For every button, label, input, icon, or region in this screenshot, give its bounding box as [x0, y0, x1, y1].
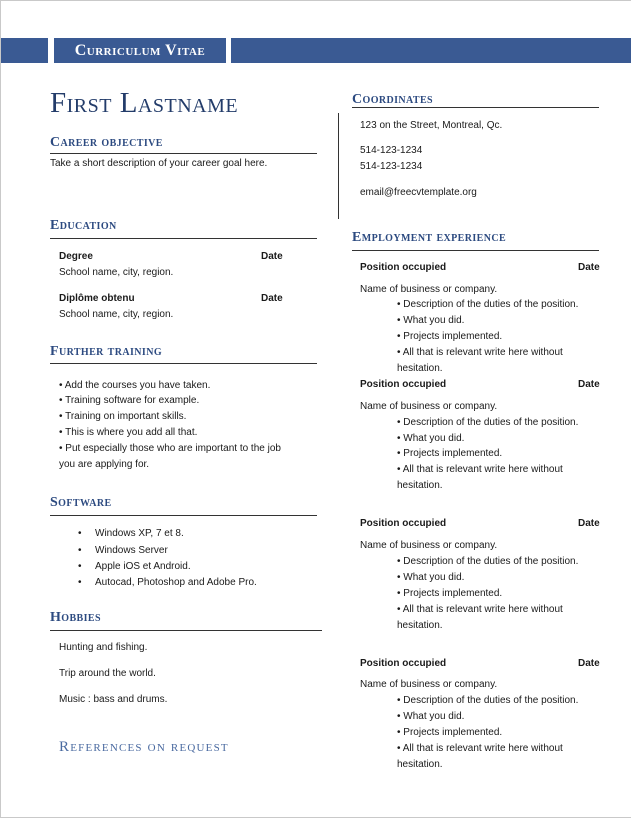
software-title: Software [50, 495, 112, 510]
career-rule [50, 153, 317, 154]
bullet-icon: • [78, 577, 82, 588]
coordinates-title: Coordinates [352, 92, 434, 107]
job-bullet: • Description of the duties of the position. [397, 417, 579, 428]
email-text: email@freecvtemplate.org [360, 187, 477, 198]
job-bullet: • Projects implemented. [397, 448, 503, 459]
job-bullet: • All that is relevant write here without [397, 743, 563, 754]
training-item: • Put especially those who are important to the job [59, 443, 281, 454]
education-degree: Degree [59, 251, 93, 262]
person-name: First Lastname [50, 87, 239, 119]
job-bullet-cont: hesitation. [397, 759, 443, 770]
bullet-icon: • [78, 545, 82, 556]
phone-text: 514-123-1234 [360, 145, 423, 156]
training-item: • Add the courses you have taken. [59, 380, 211, 391]
training-item: • Training software for example. [59, 395, 200, 406]
training-rule [50, 363, 317, 364]
job-bullet: • Projects implemented. [397, 727, 503, 738]
hobbies-title: Hobbies [50, 610, 101, 625]
training-item: • This is where you add all that. [59, 427, 198, 438]
column-divider [338, 113, 339, 219]
job-bullet: • What you did. [397, 315, 465, 326]
career-title: Career objective [50, 135, 163, 150]
software-item: Windows XP, 7 et 8. [95, 528, 184, 539]
coordinates-rule [352, 107, 599, 108]
job-bullet: • All that is relevant write here without [397, 604, 563, 615]
employment-rule [352, 250, 599, 251]
education-school: School name, city, region. [59, 267, 174, 278]
software-rule [50, 515, 317, 516]
employment-title: Employment experience [352, 230, 507, 245]
training-item: you are applying for. [59, 459, 150, 470]
bullet-icon: • [78, 561, 82, 572]
header-title: Curriculum Vitae [74, 41, 206, 59]
job-company: Name of business or company. [360, 679, 498, 690]
job-position: Position occupied [360, 379, 447, 390]
job-bullet: • All that is relevant write here without [397, 347, 563, 358]
job-bullet: • Projects implemented. [397, 331, 503, 342]
education-school: School name, city, region. [59, 309, 174, 320]
job-bullet-cont: hesitation. [397, 363, 443, 374]
header-title-box [54, 38, 226, 63]
hobbies-rule [50, 630, 322, 631]
job-bullet: • Description of the duties of the position. [397, 299, 579, 310]
bullet-icon: • [78, 528, 82, 539]
education-rule [50, 238, 317, 239]
education-date: Date [261, 293, 283, 304]
software-item: Windows Server [95, 545, 168, 556]
hobby-item: Trip around the world. [59, 668, 156, 679]
job-position: Position occupied [360, 518, 447, 529]
education-title: Education [50, 218, 117, 233]
header-bar-right [231, 38, 631, 63]
header-bar-left [1, 38, 48, 63]
job-bullet-cont: hesitation. [397, 620, 443, 631]
training-item: • Training on important skills. [59, 411, 187, 422]
job-position: Position occupied [360, 658, 447, 669]
job-bullet-cont: hesitation. [397, 480, 443, 491]
job-date: Date [578, 379, 600, 390]
address-text: 123 on the Street, Montreal, Qc. [360, 120, 503, 131]
job-bullet: • What you did. [397, 433, 465, 444]
training-title: Further training [50, 344, 163, 359]
references-note: References on request [59, 739, 229, 755]
job-bullet: • Description of the duties of the position. [397, 556, 579, 567]
job-bullet: • What you did. [397, 572, 465, 583]
job-bullet: • Projects implemented. [397, 588, 503, 599]
job-company: Name of business or company. [360, 401, 498, 412]
job-company: Name of business or company. [360, 284, 498, 295]
job-bullet: • All that is relevant write here without [397, 464, 563, 475]
job-date: Date [578, 262, 600, 273]
job-position: Position occupied [360, 262, 447, 273]
job-date: Date [578, 518, 600, 529]
hobby-item: Music : bass and drums. [59, 694, 168, 705]
phone-text: 514-123-1234 [360, 161, 423, 172]
job-date: Date [578, 658, 600, 669]
hobby-item: Hunting and fishing. [59, 642, 148, 653]
software-item: Apple iOS et Android. [95, 561, 191, 572]
job-company: Name of business or company. [360, 540, 498, 551]
software-item: Autocad, Photoshop and Adobe Pro. [95, 577, 257, 588]
education-date: Date [261, 251, 283, 262]
job-bullet: • What you did. [397, 711, 465, 722]
job-bullet: • Description of the duties of the position. [397, 695, 579, 706]
career-text: Take a short description of your career goal here. [50, 158, 268, 169]
education-degree: Diplôme obtenu [59, 293, 135, 304]
